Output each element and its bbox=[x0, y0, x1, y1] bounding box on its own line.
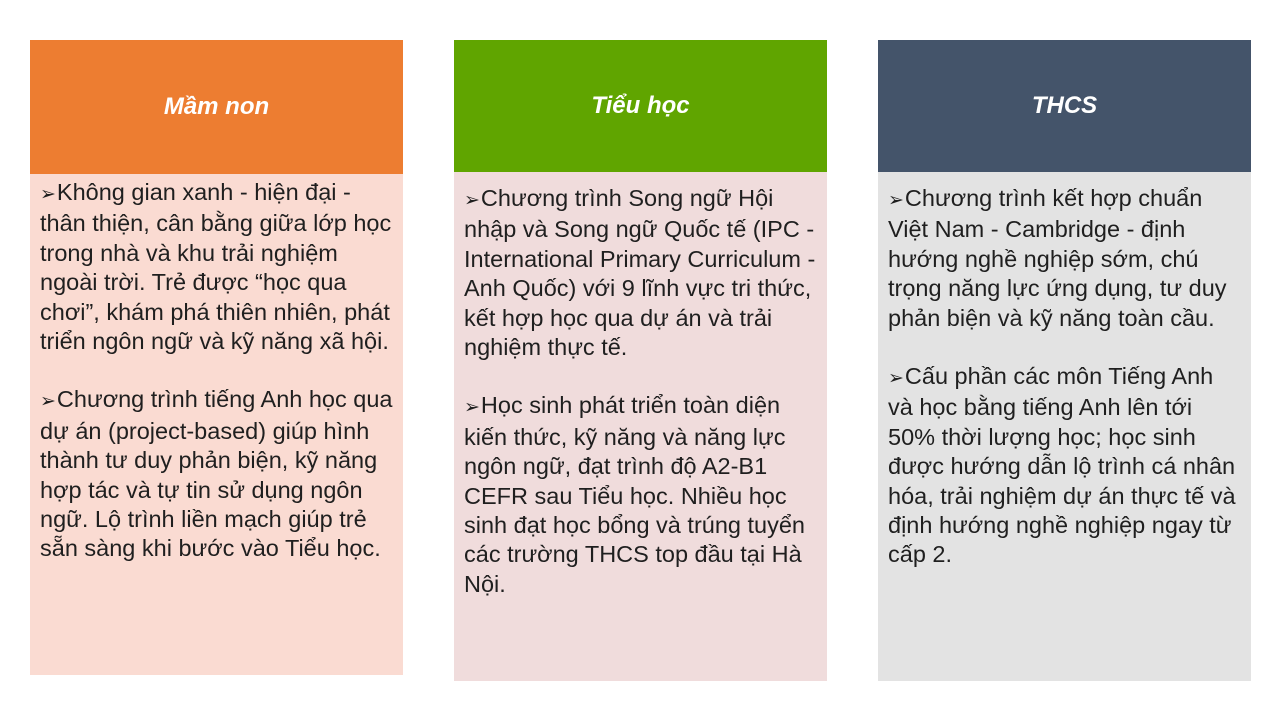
column-header bbox=[454, 40, 827, 172]
arrow-bullet-icon: ➢ bbox=[40, 391, 56, 413]
column-body bbox=[30, 174, 403, 675]
bullet-paragraph bbox=[464, 184, 817, 362]
arrow-bullet-icon: ➢ bbox=[464, 190, 480, 211]
bullet-paragraph bbox=[888, 184, 1241, 333]
column-header bbox=[30, 40, 403, 174]
bullet-paragraph bbox=[464, 391, 817, 599]
column-mam-non bbox=[30, 40, 403, 675]
arrow-bullet-icon: ➢ bbox=[888, 190, 904, 211]
bullet-paragraph bbox=[888, 362, 1241, 570]
column-body bbox=[454, 172, 827, 681]
column-tieu-hoc bbox=[454, 40, 827, 681]
column-title: Tiểu học bbox=[591, 92, 690, 119]
arrow-bullet-icon: ➢ bbox=[464, 397, 480, 419]
paragraph-text: Chương trình Song ngữ Hội nhập và Song ngữ Quốc tế (IPC - International Primary Curriculum - Anh Quốc) với 9 lĩnh vực tri thức, kết hợp học qua dự án và trải nghiệm thực tế. bbox=[464, 185, 816, 361]
arrow-bullet-icon: ➢ bbox=[888, 368, 904, 390]
paragraph-text: Không gian xanh - hiện đại - thân thiện, cân bằng giữa lớp học trong nhà và khu trải nghiệm ngoài trời. Trẻ được “học qua chơi”, khám phá thiên nhiên, phát triển ngôn ngữ và kỹ năng xã hội. bbox=[40, 179, 392, 355]
paragraph-text: Chương trình tiếng Anh học qua dự án (project-based) giúp hình thành tư duy phản biện, kỹ năng hợp tác và tự tin sử dụng ngôn ngữ. Lộ trình liền mạch giúp trẻ sẵn sàng khi bước vào Tiểu học. bbox=[40, 386, 393, 562]
bullet-paragraph bbox=[40, 178, 393, 356]
paragraph-text: Chương trình kết hợp chuẩn Việt Nam - Cambridge - định hướng nghề nghiệp sớm, chú trọng năng lực ứng dụng, tư duy phản biện và kỹ năng toàn cầu. bbox=[888, 185, 1227, 331]
column-thcs bbox=[878, 40, 1251, 681]
paragraph-text: Cấu phần các môn Tiếng Anh và học bằng tiếng Anh lên tới 50% thời lượng học; học sinh được hướng dẫn lộ trình cá nhân hóa, trải nghiệm dự án thực tế và định hướng nghề nghiệp ngay từ cấp 2. bbox=[888, 363, 1236, 568]
paragraph-text: Học sinh phát triển toàn diện kiến thức, kỹ năng và năng lực ngôn ngữ, đạt trình độ A2-B1 CEFR sau Tiểu học. Nhiều học sinh đạt học bổng và trúng tuyển các trường THCS top đầu tại Hà Nội. bbox=[464, 392, 805, 597]
column-header bbox=[878, 40, 1251, 172]
arrow-bullet-icon: ➢ bbox=[40, 184, 56, 205]
bullet-paragraph bbox=[40, 385, 393, 563]
column-title: Mầm non bbox=[163, 93, 270, 120]
column-body bbox=[878, 172, 1251, 681]
column-title: THCS bbox=[1031, 92, 1098, 119]
